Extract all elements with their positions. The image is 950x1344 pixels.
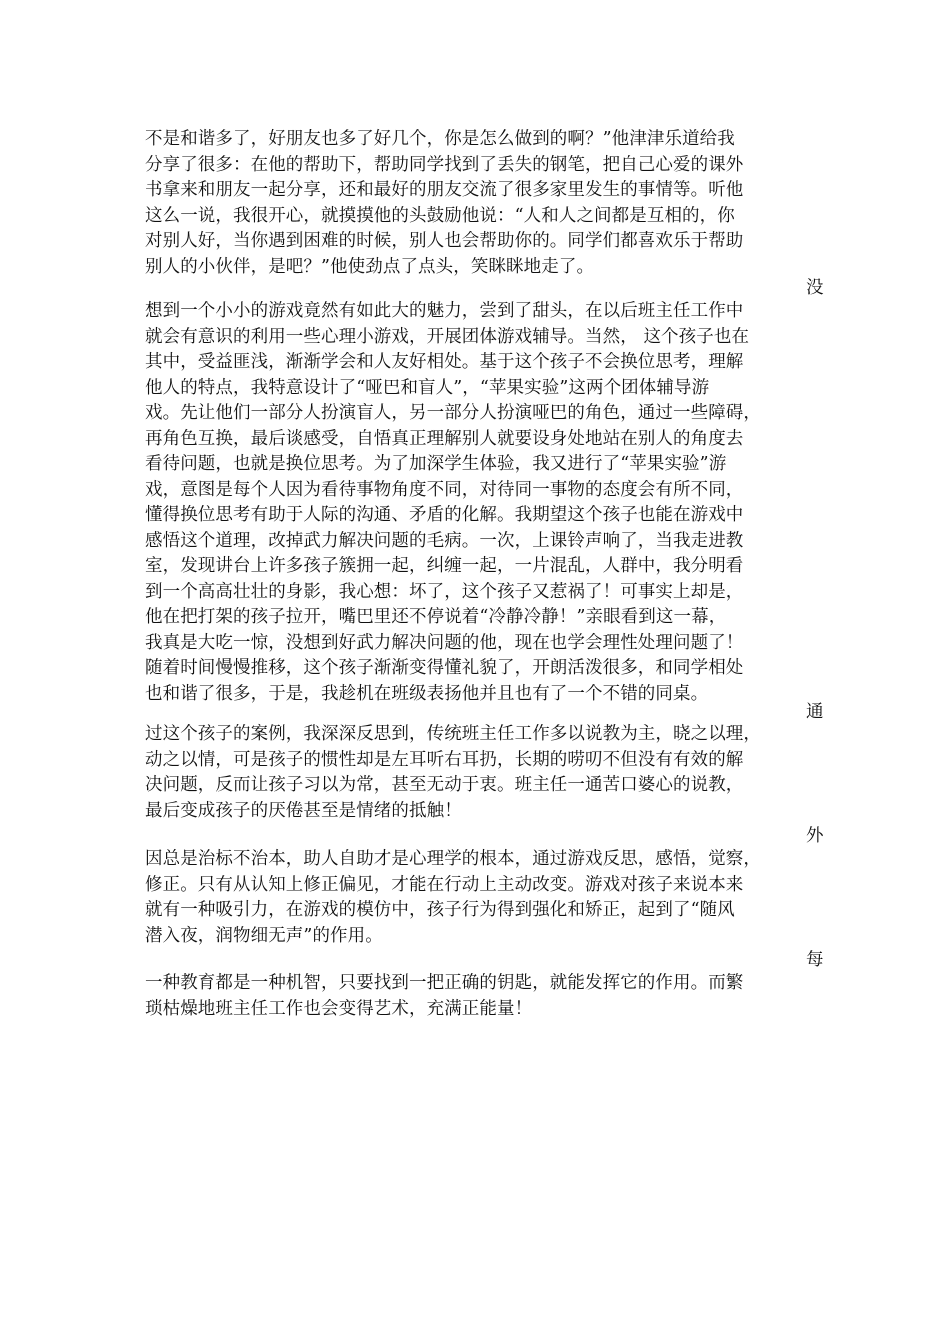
text-line: 我真是大吃一惊，没想到好武力解决问题的他，现在也学会理性处理问题了！ xyxy=(145,632,744,653)
text-line: 就会有意识的利用一些心理小游戏，开展团体游戏辅导。当然， 这个孩子也在 xyxy=(145,326,750,347)
text-line: 看待问题，也就是换位思考。为了加深学生体验，我又进行了“苹果实验”游 xyxy=(145,454,727,474)
text-line: 动之以情，可是孩子的惯性却是左耳听右耳扔，长期的唠叨不但没有有效的解 xyxy=(145,749,744,770)
text-line: 书拿来和朋友一起分享，还和最好的朋友交流了很多家里发生的事情等。听他 xyxy=(145,180,744,200)
text-line: 琐枯燥地班主任工作也会变得艺术，充满正能量！ xyxy=(145,998,533,1019)
text-line: 别人的小伙伴，是吧？”他使劲点了点头，笑眯眯地走了。 xyxy=(145,256,595,277)
paragraph-1 xyxy=(145,127,835,280)
text-line: 一种教育都是一种机智，只要找到一把正确的钥匙，就能发挥它的作用。而繁 xyxy=(145,973,744,993)
text-line: 因总是治标不治本，助人自助才是心理学的根本，通过游戏反思，感悟，觉察， xyxy=(145,849,761,869)
text-line: 戏。先让他们一部分人扮演盲人，另一部分人扮演哑巴的角色，通过一些障碍， xyxy=(145,403,761,423)
text-line: 戏，意图是每个人因为看待事物角度不同，对待同一事物的态度会有所不同， xyxy=(145,479,744,500)
text-line: 随着时间慢慢推移，这个孩子渐渐变得懂礼貌了，开朗活泼很多，和同学相处 xyxy=(145,658,744,678)
text-line: 修正。只有从认知上修正偏见，才能在行动上主动改变。游戏对孩子来说本来 xyxy=(145,874,744,895)
paragraph-2 xyxy=(145,299,835,707)
text-line: 懂得换位思考有助于人际的沟通、矛盾的化解。我期望这个孩子也能在游戏中 xyxy=(145,505,744,525)
text-line: 潜入夜，润物细无声”的作用。 xyxy=(145,925,383,946)
paragraph-start-char: 通 xyxy=(806,702,824,722)
text-line: 感悟这个道理，改掉武力解决问题的毛病。一次，上课铃声响了，当我走进教 xyxy=(145,530,744,551)
text-line: 室，发现讲台上许多孩子簇拥一起，纠缠一起，一片混乱，人群中，我分明看 xyxy=(145,556,744,576)
paragraph-5 xyxy=(145,971,835,1022)
text-line: 就有一种吸引力，在游戏的模仿中，孩子行为得到强化和矫正，起到了“随风 xyxy=(145,900,735,920)
text-line: 不是和谐多了，好朋友也多了好几个，你是怎么做到的啊？”他津津乐道给我 xyxy=(145,129,735,149)
text-line: 到一个高高壮壮的身影，我心想：坏了，这个孩子又惹祸了！可事实上却是， xyxy=(145,581,744,602)
text-line: 也和谐了很多，于是，我趁机在班级表扬他并且也有了一个不错的同桌。 xyxy=(145,683,709,704)
paragraph-3 xyxy=(145,722,835,824)
paragraph-start-char: 外 xyxy=(806,826,824,846)
text-line: 对别人好，当你遇到困难的时候，别人也会帮助你的。同学们都喜欢乐于帮助 xyxy=(145,231,744,251)
paragraph-start-char: 没 xyxy=(806,278,824,298)
text-line: 决问题，反而让孩子习以为常，甚至无动于衷。班主任一通苦口婆心的说教， xyxy=(145,775,744,795)
text-line: 最后变成孩子的厌倦甚至是情绪的抵触！ xyxy=(145,800,462,821)
paragraph-4 xyxy=(145,847,835,949)
text-line: 过这个孩子的案例，我深深反思到，传统班主任工作多以说教为主，晓之以理， xyxy=(145,724,761,744)
text-line: 再角色互换，最后谈感受，自悟真正理解别人就要设身处地站在别人的角度去 xyxy=(145,428,744,449)
text-line: 他在把打架的孩子拉开，嘴巴里还不停说着“冷静冷静！”亲眼看到这一幕， xyxy=(145,607,727,627)
text-line: 想到一个小小的游戏竟然有如此大的魅力，尝到了甜头，在以后班主任工作中 xyxy=(145,301,744,321)
paragraph-start-char: 每 xyxy=(806,950,824,970)
text-line: 这么一说，我很开心，就摸摸他的头鼓励他说：“人和人之间都是互相的，你 xyxy=(145,205,735,226)
text-line: 分享了很多：在他的帮助下，帮助同学找到了丢失的钢笔，把自己心爱的课外 xyxy=(145,154,744,175)
text-line: 其中，受益匪浅，渐渐学会和人友好相处。基于这个孩子不会换位思考，理解 xyxy=(145,352,744,372)
text-line: 他人的特点，我特意设计了“哑巴和盲人”，“苹果实验”这两个团体辅导游 xyxy=(145,377,710,398)
